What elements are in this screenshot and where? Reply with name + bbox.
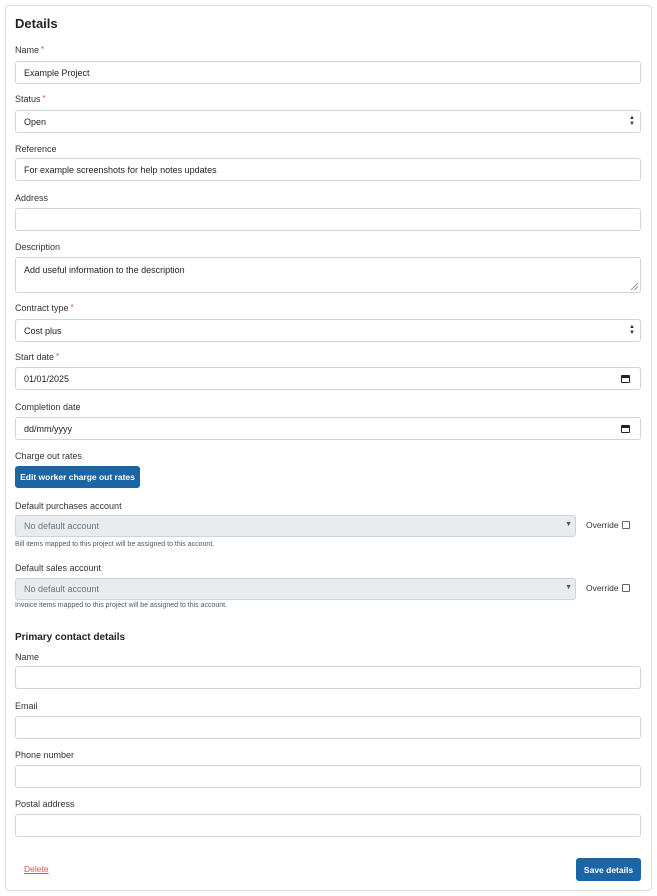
default-sales-label: Default sales account <box>15 563 102 573</box>
purchases-help-text: Bill items mapped to this project will be assigned to this account. <box>15 541 215 548</box>
delete-link[interactable]: Delete <box>24 864 49 874</box>
default-purchases-label: Default purchases account <box>15 501 122 511</box>
dropdown-arrow-icon: ▼ <box>565 584 572 591</box>
contact-phone-input[interactable] <box>15 765 641 788</box>
completion-date-input[interactable] <box>15 417 641 440</box>
reference-input-value: For example screenshots for help notes updates <box>24 164 217 175</box>
required-marker: * <box>56 352 60 361</box>
details-card <box>5 5 652 891</box>
status-select[interactable] <box>15 110 641 133</box>
contact-phone-label: Phone number <box>15 750 75 760</box>
name-input-value: Example Project <box>24 67 90 78</box>
reference-input[interactable] <box>15 158 641 181</box>
updown-chevron-icon: ▲ ▼ <box>629 324 635 336</box>
required-marker: * <box>42 94 46 103</box>
name-label-text: Name <box>15 45 40 55</box>
start-date-input-value: 01/01/2025 <box>24 373 70 384</box>
start-date-input[interactable] <box>15 367 641 390</box>
start-date-label-text: Start date <box>15 352 55 362</box>
contact-name-input[interactable] <box>15 666 641 689</box>
contact-name-label: Name <box>15 652 40 662</box>
address-label: Address <box>15 193 49 203</box>
section-title-primary-contact: Primary contact details <box>15 632 126 643</box>
required-marker: * <box>41 45 45 54</box>
edit-charge-out-rates-button[interactable]: Edit worker charge out rates <box>15 466 140 488</box>
contact-email-label: Email <box>15 701 38 711</box>
contact-postal-input[interactable] <box>15 814 641 837</box>
charge-out-label: Charge out rates <box>15 451 83 461</box>
section-title-details: Details <box>15 16 58 31</box>
status-select-value: Open <box>24 116 47 127</box>
contract-type-label-text: Contract type <box>15 303 69 313</box>
resize-grip-icon[interactable] <box>631 283 638 290</box>
description-textarea[interactable] <box>15 257 641 293</box>
reference-label: Reference <box>15 144 57 154</box>
status-label-text: Status <box>15 94 41 104</box>
completion-date-input-value: dd/mm/yyyy <box>24 423 73 434</box>
contract-type-select-value: Cost plus <box>24 325 62 336</box>
save-details-button[interactable]: Save details <box>576 858 641 881</box>
calendar-icon[interactable] <box>621 425 630 433</box>
start-date-label <box>15 352 59 362</box>
sales-override <box>586 583 630 593</box>
default-sales-select[interactable] <box>15 578 576 600</box>
purchases-override-checkbox[interactable] <box>622 521 630 529</box>
sales-help-text: Invoice items mapped to this project will be assigned to this account. <box>15 602 228 609</box>
name-input[interactable] <box>15 61 641 84</box>
calendar-icon[interactable] <box>621 375 630 383</box>
contact-email-input[interactable] <box>15 716 641 739</box>
description-label: Description <box>15 242 61 252</box>
purchases-override <box>586 520 630 530</box>
contract-type-select[interactable] <box>15 319 641 342</box>
default-purchases-value: No default account <box>24 521 100 531</box>
required-marker: * <box>70 303 74 312</box>
updown-chevron-icon: ▲ ▼ <box>629 115 635 127</box>
override-label: Override <box>586 583 619 593</box>
dropdown-arrow-icon: ▼ <box>565 521 572 528</box>
sales-override-checkbox[interactable] <box>622 584 630 592</box>
completion-date-label: Completion date <box>15 402 81 412</box>
name-label <box>15 45 44 55</box>
override-label: Override <box>586 520 619 530</box>
default-purchases-select[interactable] <box>15 515 576 537</box>
status-label <box>15 94 46 104</box>
default-sales-value: No default account <box>24 584 100 594</box>
address-input[interactable] <box>15 208 641 231</box>
description-textarea-value: Add useful information to the description <box>24 265 185 275</box>
contact-postal-label: Postal address <box>15 799 75 809</box>
contract-type-label <box>15 303 74 313</box>
